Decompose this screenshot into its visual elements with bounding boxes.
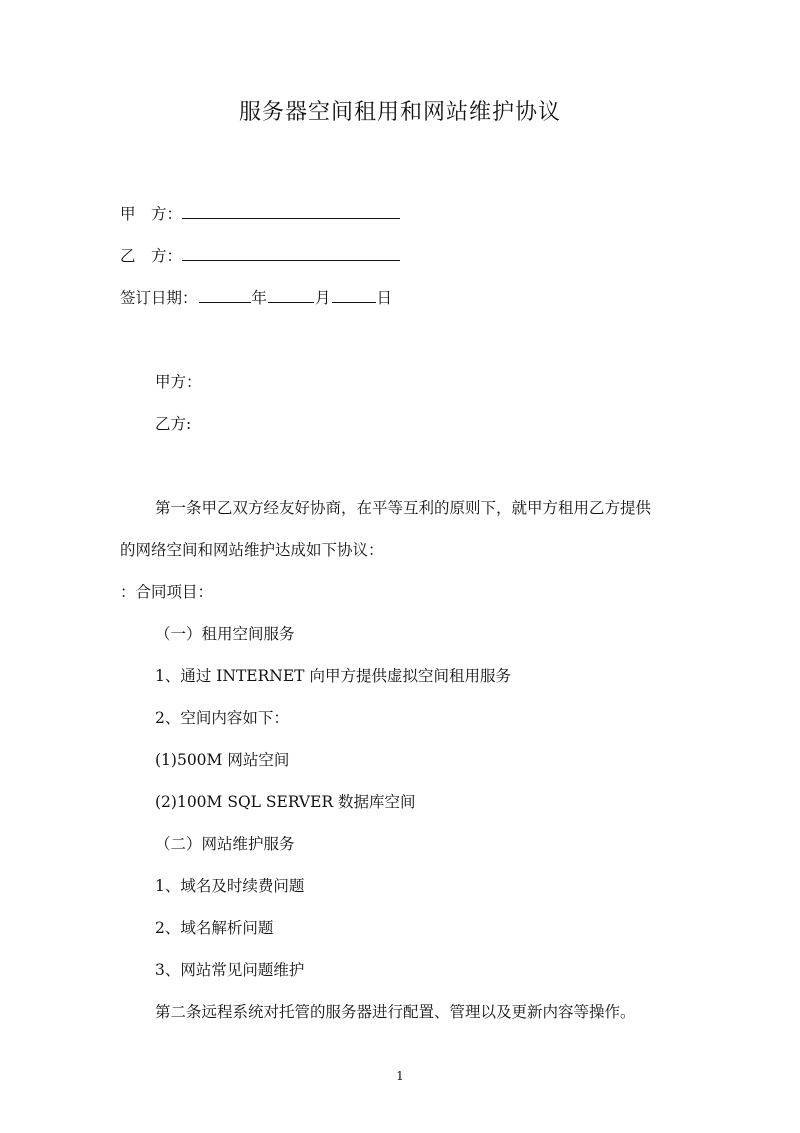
- party-a-label: 甲 方：: [120, 205, 183, 223]
- date-label: 签订日期：: [120, 289, 198, 307]
- section-1-subitem-2: (2)100M SQL SERVER 数据库空间: [155, 793, 416, 811]
- section-2-heading: （二）网站维护服务: [155, 835, 295, 853]
- document-title: 服务器空间租用和网站维护协议: [238, 100, 561, 125]
- party-b-label: 乙 方：: [120, 247, 183, 265]
- section-1-subitem-1: (1)500M 网站空间: [155, 751, 290, 769]
- day-blank: [332, 287, 376, 303]
- section-2-item-1: 1、域名及时续费问题: [155, 877, 305, 895]
- section-1-item-1: 1、通过 INTERNET 向甲方提供虚拟空间租用服务: [155, 667, 511, 685]
- page-number: 1: [396, 1069, 404, 1083]
- party-b-short: 乙方:: [155, 415, 192, 433]
- party-b-blank: [182, 245, 400, 261]
- article-2: 第二条远程系统对托管的服务器进行配置、管理以及更新内容等操作。: [155, 1003, 636, 1021]
- signing-date-line: [120, 287, 392, 309]
- party-a-blank: [182, 203, 400, 219]
- party-a-short: 甲方：: [155, 373, 202, 391]
- article-1-line-2: 的网络空间和网站维护达成如下协议：: [120, 541, 384, 559]
- section-1-heading: （一）租用空间服务: [155, 625, 295, 643]
- party-b-signature-line: [120, 245, 400, 267]
- date-month-label: 月: [315, 289, 331, 307]
- party-a-signature-line: [120, 203, 400, 225]
- contract-items-heading: ：合同项目：: [120, 583, 214, 601]
- date-year-label: 年: [251, 289, 268, 307]
- section-1-item-2: 2、空间内容如下：: [155, 709, 289, 727]
- section-2-item-3: 3、网站常见问题维护: [155, 961, 305, 979]
- month-blank: [268, 287, 314, 303]
- date-day-label: 日: [376, 289, 393, 307]
- article-1-line-1: 第一条甲乙双方经友好协商，在平等互利的原则下，就甲方租用乙方提供: [155, 499, 652, 517]
- year-blank: [199, 287, 251, 303]
- section-2-item-2: 2、域名解析问题: [155, 919, 274, 937]
